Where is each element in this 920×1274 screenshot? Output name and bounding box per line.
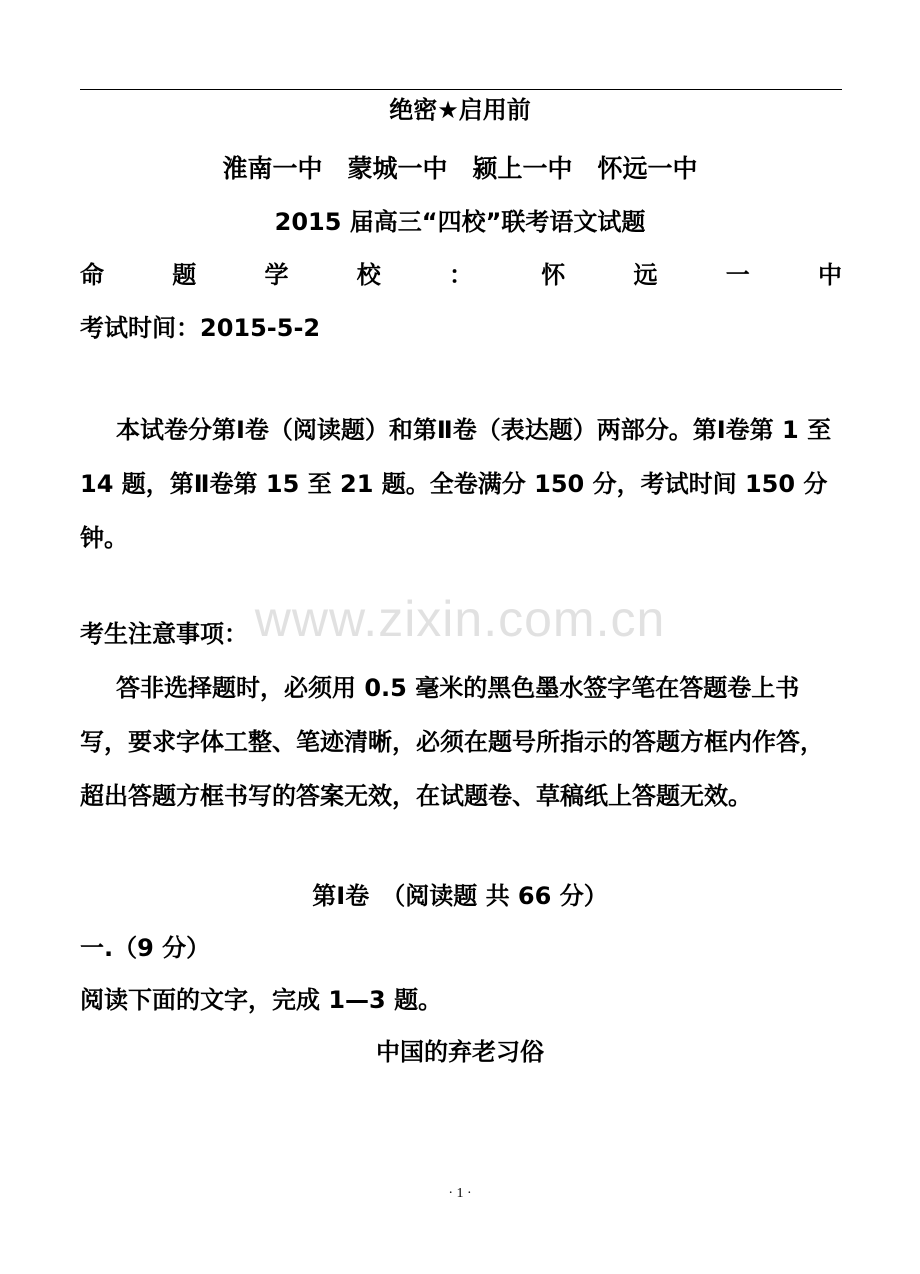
setter-char: 中 [818, 261, 842, 289]
passage-title: 中国的弃老习俗 [376, 1038, 544, 1066]
setter-char: 题 [172, 261, 197, 289]
reading-instruction: 阅读下面的文字，完成 1—3 题。 [80, 986, 443, 1014]
question-setter-line [80, 259, 842, 291]
setter-char: ： [449, 261, 473, 289]
setter-char: 命 [80, 261, 104, 289]
notes-heading: 考生注意事项： [80, 620, 248, 648]
page-number: · 1 · [448, 1186, 472, 1201]
setter-char: 远 [633, 261, 658, 289]
section-title: 第Ⅰ卷 （阅读题 共 66 分） [312, 882, 608, 910]
watermark: www.zixin.com.cn [254, 591, 666, 647]
setter-char: 怀 [541, 261, 566, 289]
intro-paragraph: 本试卷分第Ⅰ卷（阅读题）和第Ⅱ卷（表达题）两部分。第Ⅰ卷第 1 至 14 题，第Ⅱ卷第 15 至 21 题。全卷满分 150 分，考试时间 150 分钟。 [80, 416, 832, 552]
setter-char: 学 [264, 261, 289, 289]
setter-char: 校 [356, 261, 381, 289]
school-list: 淮南一中 蒙城一中 颍上一中 怀远一中 [222, 154, 698, 183]
notes-paragraph: 答非选择题时，必须用 0.5 毫米的黑色墨水签字笔在答题卷上书写，要求字体工整、笔迹清晰，必须在题号所指示的答题方框内作答，超出答题方框书写的答案无效，在试题卷、草稿纸上答题无效。 [80, 674, 824, 810]
part-heading: 一.（9 分） [80, 934, 211, 962]
exam-title: 2015 届高三“四校”联考语文试题 [274, 208, 646, 236]
exam-time: 考试时间：2015-5-2 [80, 314, 321, 342]
header-rule [80, 89, 842, 90]
setter-char: 一 [725, 261, 750, 289]
secrecy-label: 绝密★启用前 [389, 96, 531, 124]
